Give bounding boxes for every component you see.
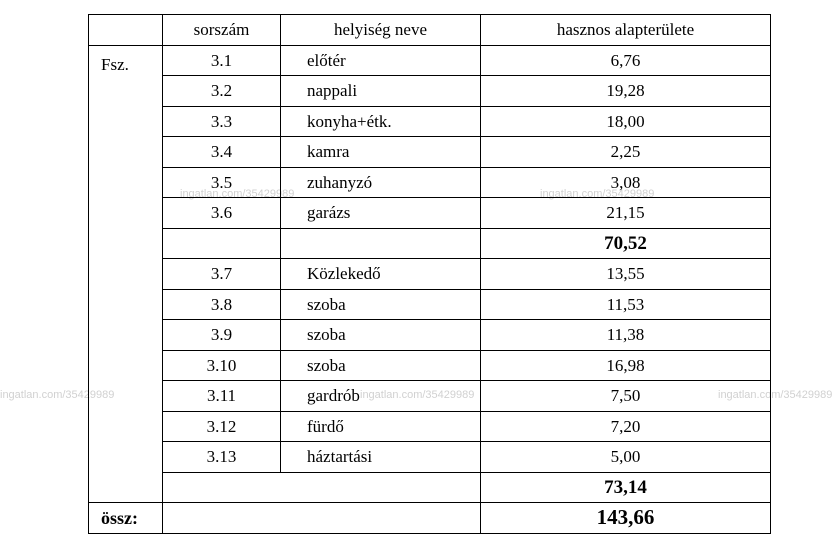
watermark: ingatlan.com/35429989 <box>540 188 655 200</box>
table-row <box>89 289 771 320</box>
total-row <box>89 503 771 534</box>
room-name: gardrób <box>281 381 481 412</box>
subtotal-row <box>89 228 771 259</box>
room-number: 3.12 <box>163 411 281 442</box>
watermark: ingatlan.com/35429989 <box>0 389 115 401</box>
room-name: nappali <box>281 76 481 107</box>
subtotal-row <box>89 472 771 503</box>
watermark: ingatlan.com/35429989 <box>718 389 832 401</box>
header-area: hasznos alapterülete <box>481 15 771 46</box>
table-row <box>89 167 771 198</box>
table-row <box>89 411 771 442</box>
room-area: 3,08 <box>481 167 771 198</box>
room-number: 3.4 <box>163 137 281 168</box>
subtotal-value: 73,14 <box>481 472 771 503</box>
empty-cell <box>281 228 481 259</box>
room-number: 3.2 <box>163 76 281 107</box>
room-number: 3.13 <box>163 442 281 473</box>
total-value: 143,66 <box>481 503 771 534</box>
room-name: zuhanyzó <box>281 167 481 198</box>
room-area: 13,55 <box>481 259 771 290</box>
room-area: 21,15 <box>481 198 771 229</box>
table-row <box>89 137 771 168</box>
room-area: 11,38 <box>481 320 771 351</box>
room-name: fürdő <box>281 411 481 442</box>
room-number: 3.5 <box>163 167 281 198</box>
room-area: 5,00 <box>481 442 771 473</box>
room-area: 7,50 <box>481 381 771 412</box>
room-name: garázs <box>281 198 481 229</box>
room-area: 16,98 <box>481 350 771 381</box>
room-number: 3.3 <box>163 106 281 137</box>
empty-cell <box>163 228 281 259</box>
subtotal-value: 70,52 <box>481 228 771 259</box>
room-name: szoba <box>281 289 481 320</box>
table-row <box>89 350 771 381</box>
room-name: Közlekedő <box>281 259 481 290</box>
header-room-name: helyiség neve <box>281 15 481 46</box>
watermark: ingatlan.com/35429989 <box>180 188 295 200</box>
table-row <box>89 76 771 107</box>
table-row <box>89 106 771 137</box>
table-row <box>89 45 771 76</box>
header-row <box>89 15 771 46</box>
table-row <box>89 381 771 412</box>
empty-cell <box>163 472 481 503</box>
total-label: össz: <box>89 503 163 534</box>
empty-cell <box>163 503 481 534</box>
room-number: 3.6 <box>163 198 281 229</box>
watermark: ingatlan.com/35429989 <box>360 389 475 401</box>
room-number: 3.8 <box>163 289 281 320</box>
table-row <box>89 259 771 290</box>
room-name: kamra <box>281 137 481 168</box>
header-empty-cell <box>89 15 163 46</box>
room-name: konyha+étk. <box>281 106 481 137</box>
room-number: 3.1 <box>163 45 281 76</box>
room-area: 2,25 <box>481 137 771 168</box>
room-area: 11,53 <box>481 289 771 320</box>
room-number: 3.11 <box>163 381 281 412</box>
table-row <box>89 198 771 229</box>
header-number: sorszám <box>163 15 281 46</box>
floor-label: Fsz. <box>89 45 163 503</box>
room-area: 18,00 <box>481 106 771 137</box>
table-row <box>89 442 771 473</box>
room-area: 19,28 <box>481 76 771 107</box>
room-name: háztartási <box>281 442 481 473</box>
room-number: 3.10 <box>163 350 281 381</box>
room-area-table <box>88 14 771 534</box>
room-number: 3.9 <box>163 320 281 351</box>
room-area: 7,20 <box>481 411 771 442</box>
room-area: 6,76 <box>481 45 771 76</box>
table-row <box>89 320 771 351</box>
room-name: szoba <box>281 320 481 351</box>
room-name: előtér <box>281 45 481 76</box>
room-name: szoba <box>281 350 481 381</box>
room-number: 3.7 <box>163 259 281 290</box>
